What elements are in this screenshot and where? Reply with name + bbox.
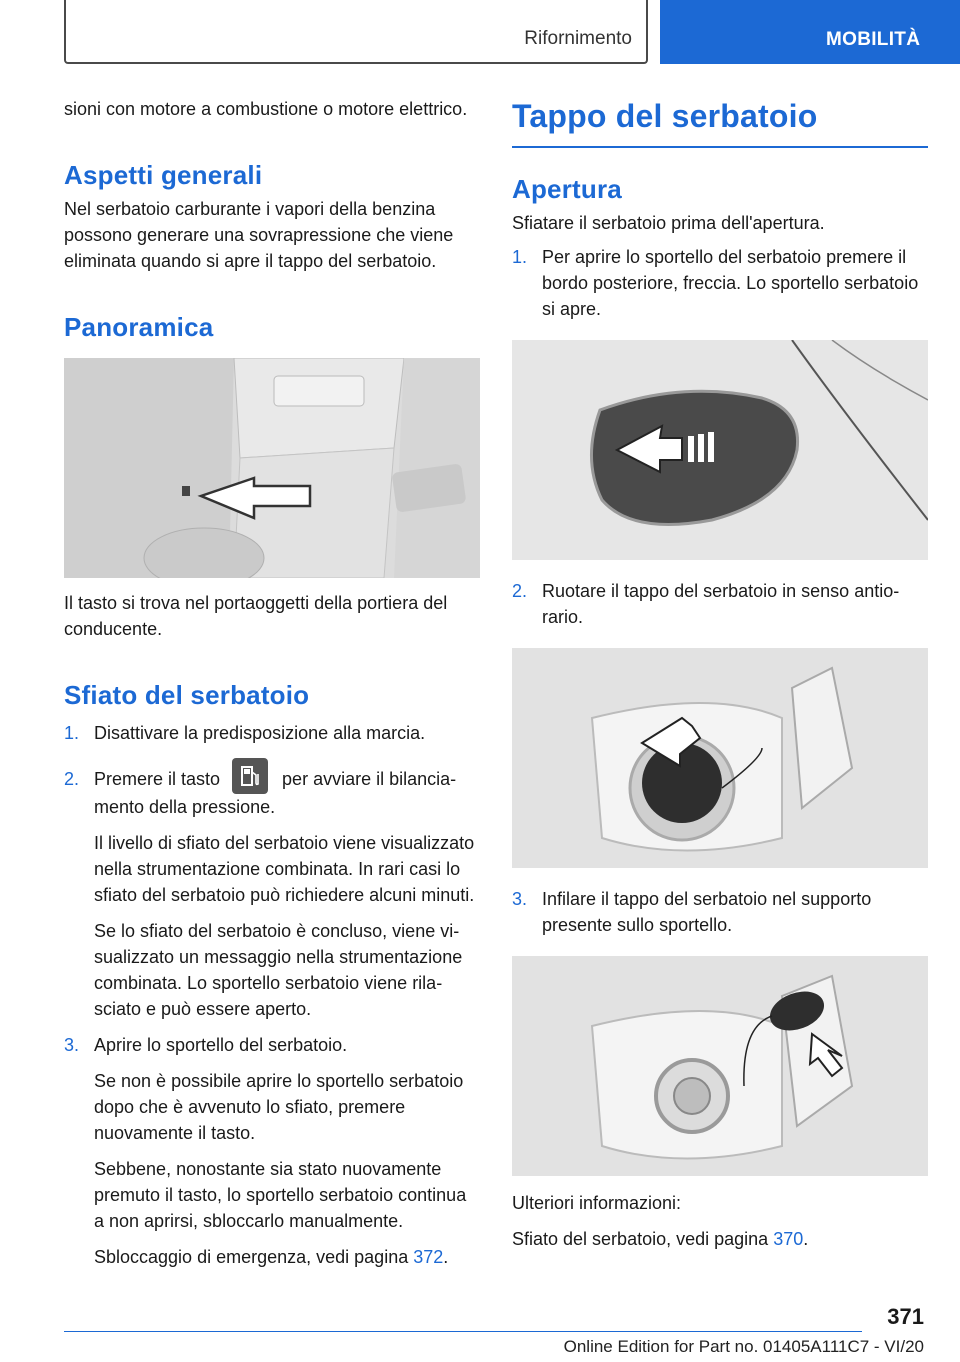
door-storage-figure [64, 358, 480, 578]
vent-step-2-detail-2: Se lo sfiato del serbatoio è concluso, viene visualizzato un messaggio nella strumentazione combinata. Lo sportello serbatoio viene rilasciato e può essere aperto. [94, 921, 463, 1020]
fuel-pump-button-icon [232, 758, 268, 794]
chapter-tab[interactable]: MOBILITÀ [660, 0, 960, 64]
vent-step-2 [64, 766, 480, 820]
fuel-cap-heading: Tappo del serbatoio [512, 98, 818, 134]
vent-step-1 [64, 720, 480, 746]
fuel-flap-illustration [512, 340, 928, 560]
left-column [64, 96, 480, 1270]
vent-step-3 [64, 1032, 480, 1058]
step-text-a: Premere il tasto [94, 769, 221, 789]
vent-step-3-detail-1: Se non è possibile aprire lo sportello serbatoio dopo che è avvenuto lo sfiato, premere nuovamente il tasto. [94, 1071, 464, 1144]
fuel-cap-holder-figure [512, 956, 928, 1176]
step-text: Ruotare il tappo del serbatoio in senso antiorario. [542, 581, 900, 627]
open-step-1 [512, 244, 928, 322]
vent-heading: Sfiato del serbatoio [64, 680, 310, 710]
fuel-flap-figure [512, 340, 928, 560]
page-number: 371 [887, 1304, 924, 1329]
heading-rule [512, 146, 928, 148]
fuel-cap-turn-figure [512, 648, 928, 868]
intro-text: sioni con motore a combustione o motore elettrico. [64, 99, 468, 119]
emergency-page-link[interactable]: 372 [413, 1247, 444, 1268]
emergency-text: Sbloccaggio di emergenza, vedi pagina [94, 1247, 409, 1268]
fuel-cap-turn-illustration [512, 648, 928, 868]
ref-end: . [803, 1229, 809, 1249]
footer-edition: Online Edition for Part no. 01405A111C7 - VI/20 [563, 1337, 924, 1356]
open-step-2 [512, 578, 928, 630]
open-step-3 [512, 886, 928, 938]
vent-step-2-detail-1: Il livello di sfiato del serbatoio viene visualizzato nella strumentazione combinata. In rari casi lo sfiato del serbatoio può richiedere alcuni minuti. [94, 833, 475, 906]
step-number: 1. [512, 247, 528, 267]
step-text: Disattivare la predisposizione alla marcia. [94, 723, 426, 743]
general-text: Nel serbatoio carburante i vapori della benzina possono generare una sovrapressione che viene eliminata quando si apre il tappo del serbatoio. [64, 199, 454, 271]
step-number: 2. [512, 581, 528, 601]
fuel-cap-holder-illustration [512, 956, 928, 1176]
step-text: Infilare il tappo del serbatoio nel supporto presente sullo sportello. [542, 889, 872, 935]
step-number: 3. [64, 1035, 80, 1056]
header-frame [64, 0, 648, 64]
right-column [512, 96, 928, 1252]
step-number: 3. [512, 889, 528, 909]
vent-reference [512, 1226, 928, 1252]
more-info-label: Ulteriori informazioni: [512, 1193, 682, 1213]
ref-text: Sfiato del serbatoio, vedi pagina [512, 1229, 769, 1249]
section-title: Rifornimento [524, 28, 632, 49]
vent-step-3-detail-2: Sebbene, nonostante sia stato nuovamente premuto il tasto, lo sportello serbatoio continua a non aprirsi, sbloccarlo manualmente. [94, 1159, 467, 1232]
emergency-reference [64, 1244, 480, 1270]
overview-caption: Il tasto si trova nel portaoggetti della portiera del conducente. [64, 593, 448, 639]
step-number: 2. [64, 769, 80, 789]
step-number: 1. [64, 723, 80, 743]
opening-heading: Apertura [512, 174, 622, 204]
ref-page-link[interactable]: 370 [773, 1229, 804, 1249]
step-text-b: per avviare il bilanciamento della pressione. [94, 769, 457, 818]
opening-text: Sfiatare il serbatoio prima dell'apertura. [512, 213, 825, 233]
step-text: Per aprire lo sportello del serbatoio premere il bordo posteriore, freccia. Lo sportello serbatoio si apre. [542, 247, 919, 319]
overview-heading: Panoramica [64, 312, 214, 342]
door-storage-illustration [64, 358, 480, 578]
general-heading: Aspetti generali [64, 160, 263, 190]
footer-rule [64, 1331, 862, 1332]
emergency-end: . [443, 1247, 449, 1268]
step-text: Aprire lo sportello del serbatoio. [94, 1035, 348, 1056]
